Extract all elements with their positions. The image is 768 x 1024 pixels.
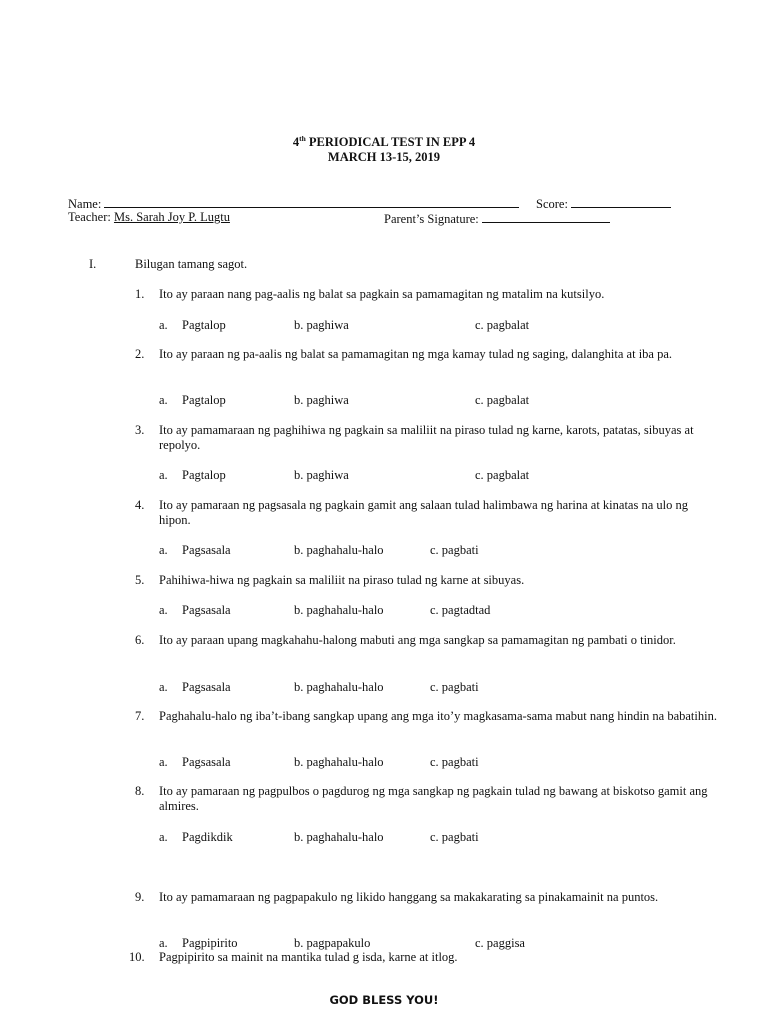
question-number: 2.: [135, 347, 145, 361]
name-blank[interactable]: [104, 195, 519, 208]
teacher-label: Teacher:: [68, 210, 111, 224]
answer-option[interactable]: Pagsasala: [182, 680, 231, 694]
answer-option[interactable]: Pagsasala: [182, 603, 231, 617]
option-letter: a.: [159, 755, 168, 769]
option-letter: a.: [159, 936, 168, 950]
answer-option[interactable]: b. paghahalu-halo: [294, 680, 384, 694]
section-instruction: Bilugan tamang sagot.: [135, 257, 248, 271]
question-number: 9.: [135, 890, 145, 904]
question-text: Pahihiwa-hiwa ng pagkain sa maliliit na piraso tulad ng karne at sibuyas.: [159, 573, 525, 587]
answer-option[interactable]: Pagtalop: [182, 393, 226, 407]
answer-option[interactable]: b. paghahalu-halo: [294, 830, 384, 844]
answer-option[interactable]: c. pagbati: [430, 680, 479, 694]
answer-option[interactable]: c. pagtadtad: [430, 603, 491, 617]
question-text: Ito ay pamamaraan ng pagpapakulo ng likido hanggang sa makakarating sa pinakamainit na puntos.: [159, 890, 659, 904]
question-number: 7.: [135, 709, 145, 723]
answer-option[interactable]: b. paghahalu-halo: [294, 543, 384, 557]
answer-option[interactable]: c. paggisa: [475, 936, 525, 950]
answer-option[interactable]: b. pagpapakulo: [294, 936, 371, 950]
answer-option[interactable]: c. pagbati: [430, 830, 479, 844]
section-numeral: I.: [89, 257, 97, 271]
answer-option[interactable]: c. pagbalat: [475, 393, 530, 407]
parent-signature-label: Parent’s Signature:: [384, 212, 479, 226]
answer-option[interactable]: Pagsasala: [182, 755, 231, 769]
answer-option[interactable]: Pagpipirito: [182, 936, 238, 950]
question-text: Ito ay pamaraan ng pagsasala ng pagkain gamit ang salaan tulad halimbawa ng harina at kinatas na ulo ng hipon.: [159, 498, 688, 527]
option-letter: a.: [159, 318, 168, 332]
question-number: 3.: [135, 423, 145, 437]
question-text: Paghahalu-halo ng iba’t-ibang sangkap upang ang mga ito’y magkasama-sama mabut nang hindin na babatihin.: [159, 709, 717, 723]
option-letter: a.: [159, 830, 168, 844]
footer-message: GOD BLESS YOU!: [329, 993, 439, 1007]
test-date: MARCH 13-15, 2019: [327, 150, 441, 164]
answer-option[interactable]: b. paghahalu-halo: [294, 755, 384, 769]
question-number: 5.: [135, 573, 145, 587]
question-number: 4.: [135, 498, 145, 512]
option-letter: a.: [159, 680, 168, 694]
answer-option[interactable]: Pagtalop: [182, 318, 226, 332]
name-label: Name:: [68, 197, 102, 211]
score-blank[interactable]: [571, 195, 671, 208]
option-letter: a.: [159, 468, 168, 482]
answer-option[interactable]: Pagdikdik: [182, 830, 233, 844]
question-text: Ito ay paraan upang magkahahu-halong mabuti ang mga sangkap sa pamamagitan ng pambati o tinidor.: [159, 633, 676, 647]
question-text: Ito ay pamaraan ng pagpulbos o pagdurog ng mga sangkap ng pagkain tulad ng bawang at biskotso gamit ang almires.: [159, 784, 708, 813]
question-text: Pagpipirito sa mainit na mantika tulad g isda, karne at itlog.: [159, 950, 458, 964]
teacher-field: [68, 210, 230, 225]
option-letter: a.: [159, 393, 168, 407]
answer-option[interactable]: b. paghahalu-halo: [294, 603, 384, 617]
question-number: 1.: [135, 287, 145, 301]
answer-option[interactable]: b. paghiwa: [294, 318, 349, 332]
answer-option[interactable]: b. paghiwa: [294, 393, 349, 407]
test-title: 4th PERIODICAL TEST IN EPP 4: [292, 133, 476, 149]
question-text: Ito ay paraan ng pa-aalis ng balat sa pamamagitan ng mga kamay tulad ng saging, dalanghita at iba pa.: [159, 347, 673, 361]
answer-option[interactable]: Pagsasala: [182, 543, 231, 557]
question-number: 6.: [135, 633, 145, 647]
parent-signature-blank[interactable]: [482, 210, 610, 223]
question-text: Ito ay pamamaraan ng paghihiwa ng pagkain sa maliliit na piraso tulad ng karne, karots, patatas, sibuyas at repolyo.: [159, 423, 694, 452]
answer-option[interactable]: b. paghiwa: [294, 468, 349, 482]
answer-option[interactable]: c. pagbati: [430, 755, 479, 769]
answer-option[interactable]: c. pagbati: [430, 543, 479, 557]
teacher-name: Ms. Sarah Joy P. Lugtu: [113, 210, 230, 224]
answer-option[interactable]: c. pagbalat: [475, 468, 530, 482]
question-number: 10.: [129, 950, 145, 964]
answer-option[interactable]: Pagtalop: [182, 468, 226, 482]
question-number: 8.: [135, 784, 145, 798]
option-letter: a.: [159, 543, 168, 557]
answer-option[interactable]: c. pagbalat: [475, 318, 530, 332]
question-text: Ito ay paraan nang pag-aalis ng balat sa pagkain sa pamamagitan ng matalim na kutsilyo.: [159, 287, 605, 301]
parent-signature-field: [384, 210, 610, 227]
option-letter: a.: [159, 603, 168, 617]
score-label: Score:: [536, 197, 568, 211]
